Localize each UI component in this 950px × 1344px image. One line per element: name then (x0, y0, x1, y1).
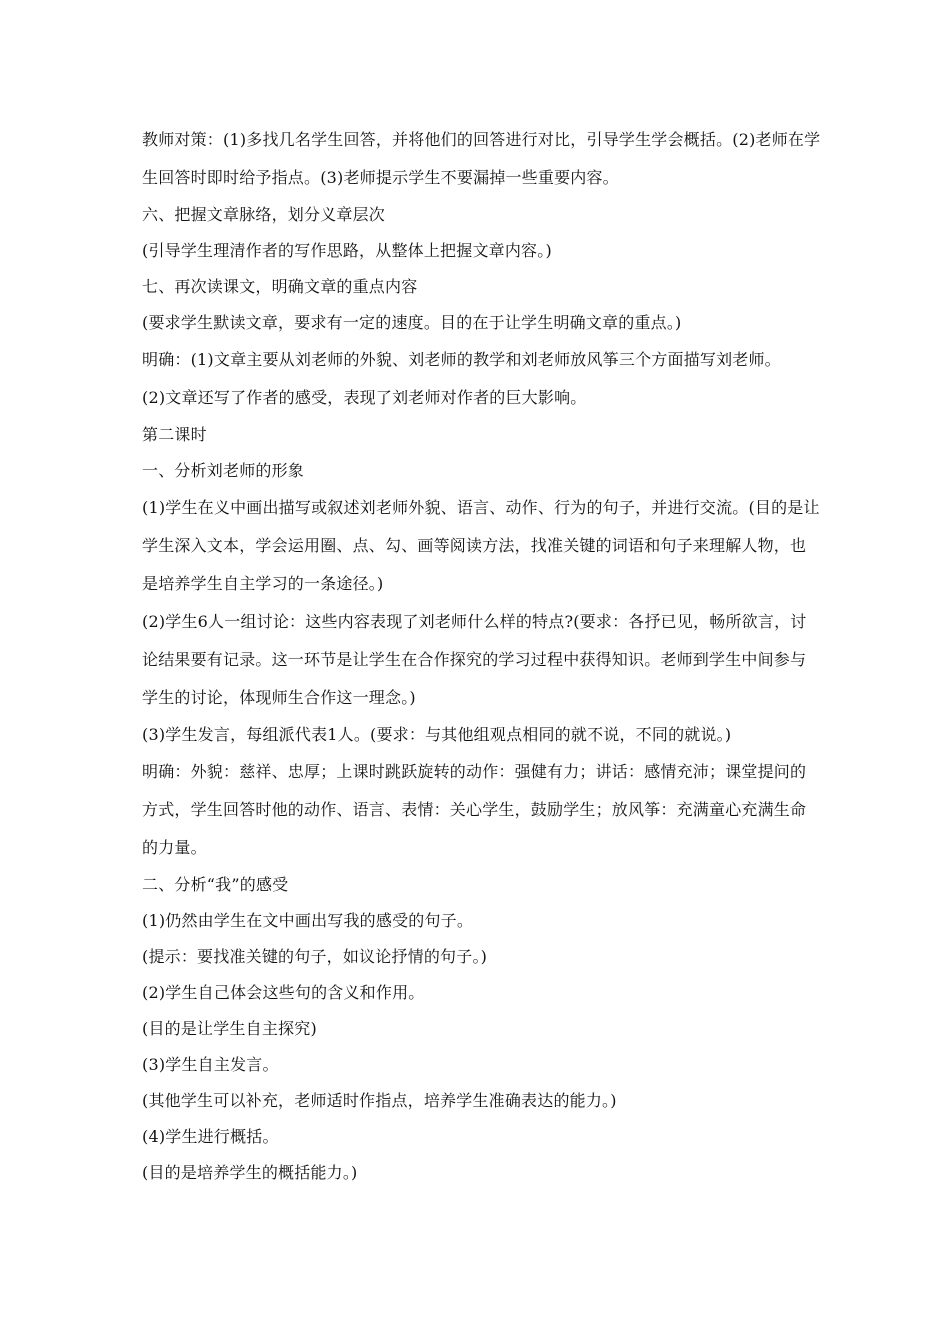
heading-analysis-feelings: 二、分析“我”的感受 (142, 875, 289, 894)
paragraph-clarify-traits: 明确：外貌：慈祥、忠厚；上课时跳跃旋转的动作：强健有力；讲话：感情充沛；课堂提问的方式，学生回答时他的动作、语言、表情：关心学生，鼓励学生；放风筝：充满童心充满生命的力量。 (142, 762, 807, 857)
paragraph-purpose: (目的是培养学生的概括能力。) (142, 1163, 358, 1182)
paragraph-note: (引导学生理清作者的写作思路，从整体上把握文章内容。) (142, 241, 552, 260)
heading-section-six: 六、把握文章脉络，划分义章层次 (142, 205, 386, 224)
document-body (142, 121, 822, 1191)
paragraph-feel-step-3: (3)学生自主发言。 (142, 1055, 279, 1074)
heading-second-lesson: 第二课时 (142, 425, 207, 444)
paragraph-note: (其他学生可以补充，老师适时作指点，培养学生准确表达的能力。) (142, 1091, 617, 1110)
heading-section-seven: 七、再次读课文，明确文章的重点内容 (142, 277, 418, 296)
paragraph-feel-step-4: (4)学生进行概括。 (142, 1127, 279, 1146)
paragraph-teacher-strategy: 教师对策：(1)多找几名学生回答，并将他们的回答进行对比，引导学生学会概括。(2)老师在学生回答时即时给予指点。(3)老师提示学生不要漏掉一些重要内容。 (142, 130, 821, 187)
heading-analysis-teacher: 一、分析刘老师的形象 (142, 461, 305, 480)
paragraph-step-2: (2)学生6人一组讨论：这些内容表现了刘老师什么样的特点?(要求：各抒已见，畅所欲言，讨论结果要有记录。这一环节是让学生在合作探究的学习过程中获得知识。老师到学生中间参与学生的讨论，体现师生合作这一理念。) (142, 612, 807, 707)
paragraph-hint: (提示：要找准关键的句子，如议论抒情的句子。) (142, 947, 488, 966)
paragraph-clarify-2: (2)文章还写了作者的感受，表现了刘老师对作者的巨大影响。 (142, 388, 587, 407)
paragraph-step-3: (3)学生发言，每组派代表1人。(要求：与其他组观点相同的就不说，不同的就说。) (142, 725, 732, 744)
paragraph-step-1: (1)学生在义中画出描写或叙述刘老师外貌、语言、动作、行为的句子，并进行交流。(目的是让学生深入文本，学会运用圈、点、勾、画等阅读方法，找准关键的词语和句子来理解人物，也是培养学生自主学习的一条途径。) (142, 498, 820, 593)
paragraph-feel-step-2: (2)学生自己体会这些句的含义和作用。 (142, 983, 425, 1002)
paragraph-note: (要求学生默读文章，要求有一定的速度。目的在于让学生明确文章的重点。) (142, 313, 682, 332)
paragraph-feel-step-1: (1)仍然由学生在文中画出写我的感受的句子。 (142, 911, 474, 930)
paragraph-purpose: (目的是让学生自主探究) (142, 1019, 317, 1038)
paragraph-clarify: 明确：(1)文章主要从刘老师的外貌、刘老师的教学和刘老师放风筝三个方面描写刘老师。 (142, 350, 781, 369)
